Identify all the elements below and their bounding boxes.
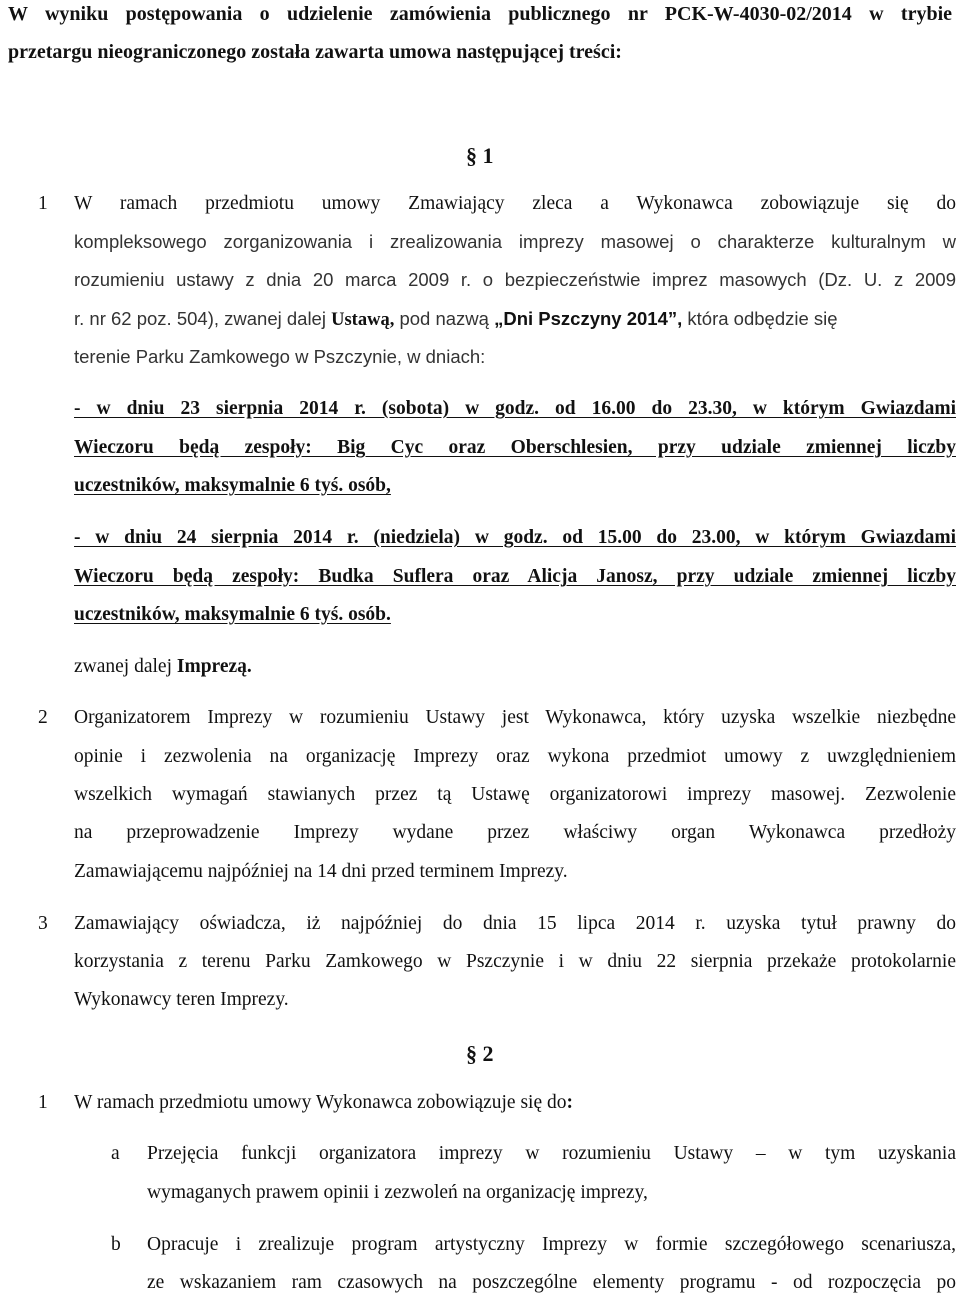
s2-a-line-2: wymaganych prawem opinii i zezwoleń na organizację imprezy, bbox=[147, 1182, 648, 1203]
called-prefix: zwanej dalej bbox=[74, 656, 177, 677]
item-letter: a bbox=[111, 1143, 120, 1164]
s1-p1-line-5: terenie Parku Zamkowego w Pszczynie, w dniach: bbox=[74, 346, 486, 367]
item-number: 1 bbox=[38, 193, 48, 214]
s1-p2-line-4: na przeprowadzenie Imprezy wydane przez właściwy organ Wykonawca przedłoży bbox=[74, 822, 956, 843]
date-2-line-1: - w dniu 24 sierpnia 2014 r. (niedziela) w godz. od 15.00 do 23.00, w którym Gwiazdami bbox=[74, 527, 956, 548]
intro-line-2: przetargu nieograniczonego została zawarta umowa następującej treści: bbox=[8, 41, 622, 63]
s1-p1-line-4e: która odbędzie się bbox=[682, 308, 838, 329]
s1-p1-line-2: kompleksowego zorganizowania i zrealizowania imprezy masowej o charakterze kulturalnym w bbox=[74, 231, 956, 252]
item-letter: b bbox=[111, 1234, 121, 1255]
s1-p1-line-1: W ramach przedmiotu umowy Zmawiający zleca a Wykonawca zobowiązuje się do bbox=[74, 193, 956, 214]
s2-b-line-1: Opracuje i zrealizuje program artystyczny Imprezy w formie szczegółowego scenariusza, bbox=[147, 1234, 956, 1255]
item-number: 3 bbox=[38, 913, 48, 934]
s1-p1-line-4 bbox=[74, 307, 956, 332]
date-2-line-3: uczestników, maksymalnie 6 tyś. osób. bbox=[74, 604, 391, 625]
s1-p3-line-2: korzystania z terenu Parku Zamkowego w Pszczynie i w dniu 22 sierpnia przekaże protokolarnie bbox=[74, 951, 956, 972]
s1-p2-line-1: Organizatorem Imprezy w rozumieniu Ustawy jest Wykonawca, który uzyska wszelkie niezbędne bbox=[74, 707, 956, 728]
date-1-line-3: uczestników, maksymalnie 6 tyś. osób, bbox=[74, 475, 391, 496]
s1-p3-line-1: Zamawiający oświadcza, iż najpóźniej do dnia 15 lipca 2014 r. uzyska tytuł prawny do bbox=[74, 913, 956, 934]
event-name: „Dni Pszczyny 2014”, bbox=[494, 308, 683, 329]
s1-p2-line-3: wszelkich wymagań stawianych przez tą Ustawę organizatorowi imprezy masowej. Zezwolenie bbox=[74, 784, 956, 805]
item-number: 1 bbox=[38, 1092, 48, 1113]
section-2-heading: § 2 bbox=[466, 1041, 494, 1066]
s1-p1-line-4c: pod nazwą bbox=[394, 308, 495, 329]
s2-b-line-2: ze wskazaniem ram czasowych na poszczególne elementy programu - od rozpoczęcia po bbox=[147, 1272, 956, 1293]
term-impreza: Imprezą. bbox=[176, 656, 252, 677]
s2-p1-line-1 bbox=[74, 1091, 573, 1115]
section-1-heading: § 1 bbox=[466, 143, 494, 168]
item-number: 2 bbox=[38, 707, 48, 728]
date-1-line-1: - w dniu 23 sierpnia 2014 r. (sobota) w godz. od 16.00 do 23.30, w którym Gwiazdami bbox=[74, 398, 956, 419]
called-impreza bbox=[74, 655, 252, 679]
s1-p2-line-2: opinie i zezwolenia na organizację Imprezy oraz wykona przedmiot umowy z uwzględnieniem bbox=[74, 746, 956, 767]
s2-p1-colon: : bbox=[566, 1092, 573, 1113]
s1-p1-line-3: rozumieniu ustawy z dnia 20 marca 2009 r. o bezpieczeństwie imprez masowych (Dz. U. z 2009 bbox=[74, 269, 956, 290]
term-ustawa: Ustawą, bbox=[331, 310, 395, 330]
date-2-line-2: Wieczoru będą zespoły: Budka Suflera oraz Alicja Janosz, przy udziale zmiennej liczby bbox=[74, 566, 956, 587]
s1-p3-line-3: Wykonawcy teren Imprezy. bbox=[74, 989, 289, 1010]
s1-p1-line-4a: r. nr 62 poz. 504), zwanej dalej bbox=[74, 308, 332, 329]
s2-p1-text: W ramach przedmiotu umowy Wykonawca zobowiązuje się do bbox=[74, 1092, 567, 1113]
s1-p2-line-5: Zamawiającemu najpóźniej na 14 dni przed terminem Imprezy. bbox=[74, 861, 568, 882]
intro-line-1: W wyniku postępowania o udzielenie zamówienia publicznego nr PCK-W-4030-02/2014 w trybie bbox=[8, 3, 952, 25]
date-1-line-2: Wieczoru będą zespoły: Big Cyc oraz Oberschlesien, przy udziale zmiennej liczby bbox=[74, 437, 956, 458]
s2-a-line-1: Przejęcia funkcji organizatora imprezy w rozumieniu Ustawy – w tym uzyskania bbox=[147, 1143, 956, 1164]
